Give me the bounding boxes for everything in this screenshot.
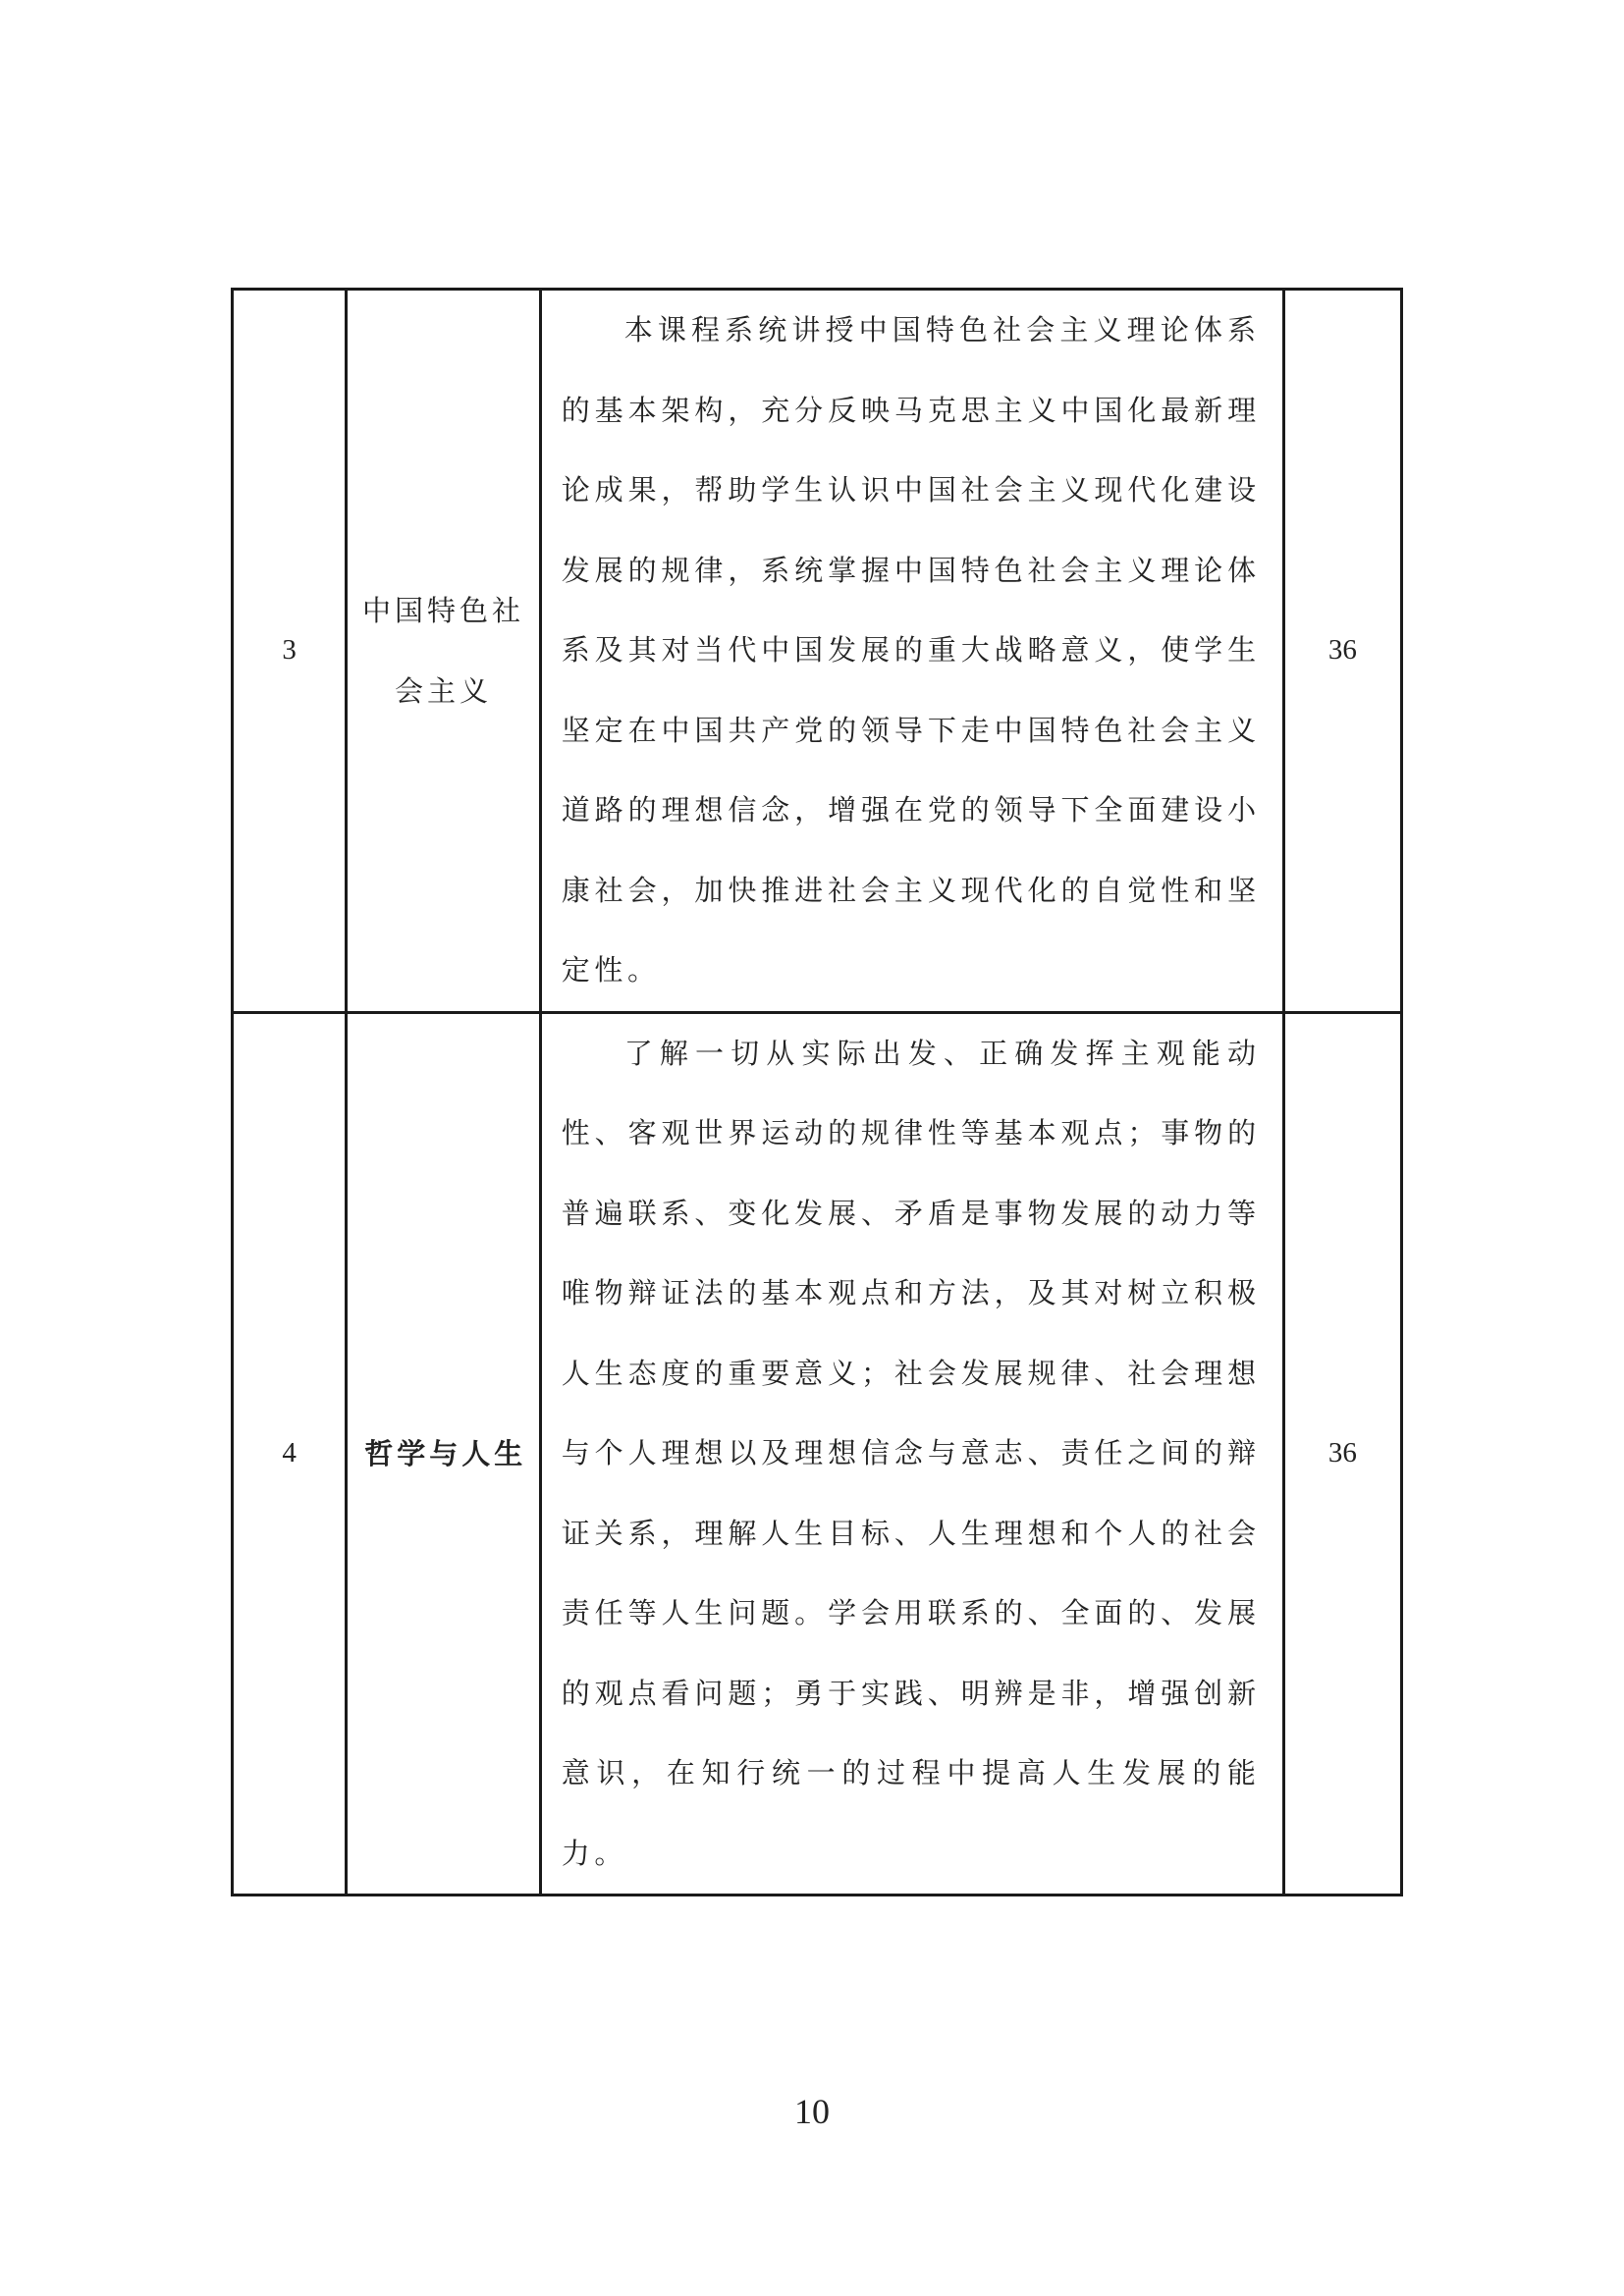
course-table — [231, 288, 1403, 1896]
course-hours: 36 — [1327, 634, 1357, 667]
course-description-cell — [540, 290, 1283, 1013]
course-name-cell — [347, 1012, 540, 1896]
table-row — [233, 1012, 1402, 1896]
course-name-cell — [347, 290, 540, 1013]
table-row — [233, 290, 1402, 1013]
course-seq: 4 — [282, 1437, 297, 1469]
course-description: 本课程系统讲授中国特色社会主义理论体系的基本架构，充分反映马克思主义中国化最新理论成果，帮助学生认识中国社会主义现代化建设发展的规律，系统掌握中国特色社会主义理论体系及其对当代中国发展的重大战略意义，使学生坚定在中国共产党的领导下走中国特色社会主义道路的理想信念，增强在党的领导下全面建设小康社会，加快推进社会主义现代化的自觉性和坚定性。 — [561, 313, 1261, 987]
course-seq-cell — [233, 290, 347, 1013]
course-seq-cell — [233, 1012, 347, 1896]
course-hours-cell — [1283, 290, 1401, 1013]
course-seq: 3 — [282, 634, 297, 667]
course-description: 了解一切从实际出发、正确发挥主观能动性、客观世界运动的规律性等基本观点；事物的普遍联系、变化发展、矛盾是事物发展的动力等唯物辩证法的基本观点和方法，及其对树立积极人生态度的重要意义；社会发展规律、社会理想与个人理想以及理想信念与意志、责任之间的辩证关系，理解人生目标、人生理想和个人的社会责任等人生问题。学会用联系的、全面的、发展的观点看问题；勇于实践、明辨是非，增强创新意识，在知行统一的过程中提高人生发展的能力。 — [561, 1036, 1261, 1870]
course-hours-cell — [1283, 1012, 1401, 1896]
course-name: 哲学与人生 — [364, 1436, 527, 1470]
page-number: 10 — [794, 2092, 830, 2131]
course-name: 中国特色社会主义 — [362, 593, 525, 708]
course-hours: 36 — [1327, 1437, 1357, 1469]
course-description-cell — [540, 1012, 1283, 1896]
